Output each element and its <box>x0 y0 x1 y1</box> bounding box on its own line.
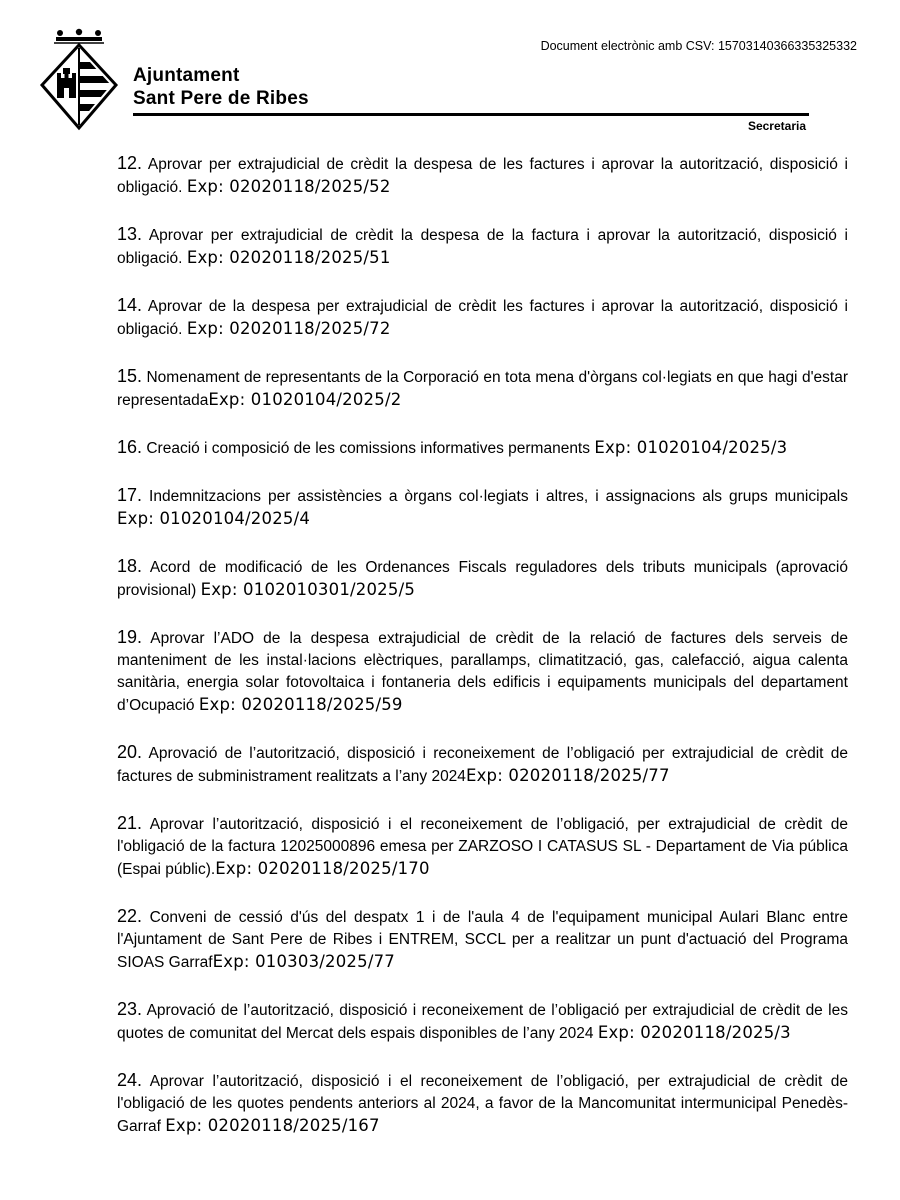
item-number: 13. <box>117 224 143 244</box>
item-text: Conveni de cessió d'ús del despatx 1 i de l'aula 4 de l'equipament municipal Aulari Blanc entre l'Ajuntament de Sant Pere de Ribes i ENTREM, SCCL per a realitzar un punt d'actuació del Programa SIOAS Garraf <box>117 909 849 971</box>
agenda-item <box>117 741 848 788</box>
item-text: Aprovar per extrajudicial de crèdit la despesa de la factura i aprovar la autorització, disposició i obligació. <box>117 227 848 267</box>
org-line-2: Sant Pere de Ribes <box>133 88 309 109</box>
item-text: Aprovar l’ADO de la despesa extrajudicial de crèdit de la relació de factures dels serveis de manteniment de les instal·lacions elèctriques, parallamps, climatització, gas, calefacció, aigua calenta sanitària, energia solar fotovoltaica i fontaneria dels edificis i equipaments municipals del departament d’Ocupació <box>117 630 848 714</box>
item-number: 18. <box>117 556 143 576</box>
item-text: Aprovació de l’autorització, disposició i reconeixement de l’obligació per extrajudicial de crèdit de les quotes de comunitat del Mercat dels espais disponibles de l’any 2024 <box>117 1002 848 1042</box>
agenda-item <box>117 905 848 974</box>
item-number: 15. <box>117 366 143 386</box>
item-text: Indemnitzacions per assistències a òrgans col·legiats i altres, i assignacions als grups municipals <box>149 488 848 505</box>
item-expedient: Exp: 01020104/2025/4 <box>117 509 311 528</box>
item-expedient: Exp: 02020118/2025/3 <box>597 1023 791 1042</box>
organization-name <box>133 64 309 110</box>
agenda-item <box>117 1069 848 1138</box>
item-expedient: Exp: 01020104/2025/3 <box>594 438 788 457</box>
item-text: Aprovar per extrajudicial de crèdit la despesa de les factures i aprovar la autorització, disposició i obligació. <box>117 156 848 196</box>
agenda-item <box>117 626 848 717</box>
item-number: 19. <box>117 627 143 647</box>
agenda-item <box>117 365 848 412</box>
item-expedient: Exp: 02020118/2025/72 <box>186 319 391 338</box>
item-number: 17. <box>117 485 143 505</box>
agenda-list <box>117 152 848 1162</box>
item-number: 24. <box>117 1070 143 1090</box>
agenda-item <box>117 484 848 531</box>
agenda-item <box>117 223 848 270</box>
agenda-item <box>117 998 848 1045</box>
item-expedient: Exp: 02020118/2025/167 <box>165 1116 380 1135</box>
agenda-item <box>117 294 848 341</box>
item-number: 22. <box>117 906 143 926</box>
item-expedient: Exp: 02020118/2025/77 <box>465 766 670 785</box>
item-text: Nomenament de representants de la Corporació en tota mena d'òrgans col·legiats en que hagi d'estar representada <box>117 369 848 409</box>
item-text: Aprovar l’autorització, disposició i el reconeixement de l’obligació, per extrajudicial de crèdit de l'obligació de la factura 12025000896 emesa per ZARZOSO I CATASUS SL - Departament de Via pública (Espai públic). <box>117 816 848 878</box>
item-expedient: Exp: 01020104/2025/2 <box>208 390 402 409</box>
item-number: 14. <box>117 295 143 315</box>
item-expedient: Exp: 010303/2025/77 <box>212 952 395 971</box>
item-number: 21. <box>117 813 143 833</box>
agenda-item <box>117 436 848 460</box>
item-number: 12. <box>117 153 143 173</box>
item-expedient: Exp: 02020118/2025/51 <box>186 248 391 267</box>
csv-reference: Document electrònic amb CSV: 15703140366335325332 <box>540 39 857 53</box>
item-text: Creació i composició de les comissions informatives permanents <box>146 440 590 457</box>
item-expedient: Exp: 02020118/2025/59 <box>198 695 403 714</box>
item-number: 20. <box>117 742 143 762</box>
item-expedient: Exp: 0102010301/2025/5 <box>200 580 416 599</box>
item-text: Acord de modificació de les Ordenances Fiscals reguladores dels tributs municipals (aprovació provisional) <box>117 559 848 599</box>
department-label: Secretaria <box>747 119 806 133</box>
org-line-1: Ajuntament <box>133 65 240 86</box>
item-text: Aprovació de l’autorització, disposició i reconeixement de l’obligació per extrajudicial de crèdit de factures de subministrament realitzats a l’any 2024 <box>117 745 848 785</box>
item-expedient: Exp: 02020118/2025/52 <box>186 177 391 196</box>
item-text: Aprovar l’autorització, disposició i el reconeixement de l’obligació, per extrajudicial de crèdit de l'obligació de les quotes pendents anteriors al 2024, a favor de la Mancomunitat intermunicipal Penedès-Garraf <box>117 1073 848 1135</box>
agenda-item <box>117 812 848 881</box>
item-number: 16. <box>117 437 143 457</box>
agenda-item <box>117 555 848 602</box>
item-expedient: Exp: 02020118/2025/170 <box>215 859 430 878</box>
item-number: 23. <box>117 999 143 1019</box>
municipal-crest-icon <box>38 28 120 132</box>
agenda-item <box>117 152 848 199</box>
header-divider <box>133 113 809 116</box>
item-text: Aprovar de la despesa per extrajudicial de crèdit les factures i aprovar la autorització, disposició i obligació. <box>117 298 848 338</box>
